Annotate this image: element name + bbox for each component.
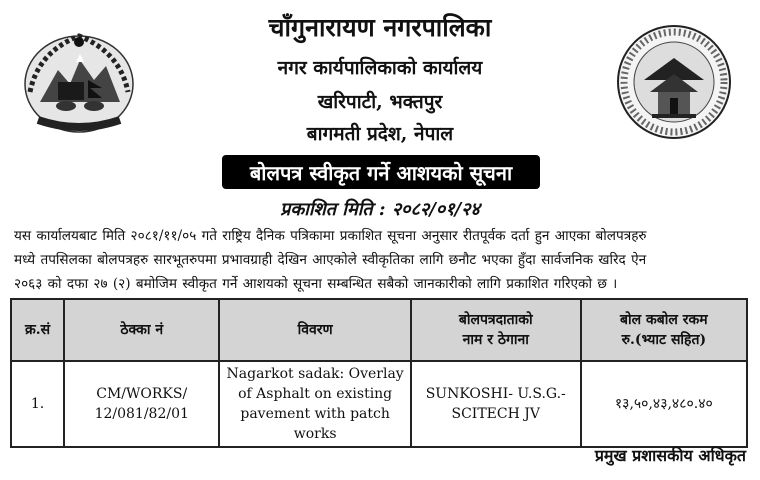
header-bidder [411,299,581,361]
municipality-name: चाँगुनारायण नगरपालिका [268,13,492,42]
cell-contract [64,361,219,447]
table-row [11,361,747,447]
description-line: Nagarkot sadak: Overlay [226,366,404,382]
notice-title: बोलपत्र स्वीकृत गर्ने आशयको सूचना [222,155,540,189]
description-line: of Asphalt on existing [238,386,393,402]
header-sn: क्र.सं [11,299,64,361]
header-amount-line: बोल कबोल रकम [620,312,708,328]
office-name: नगर कार्यपालिकाको कार्यालय [277,57,483,79]
header-contract: ठेक्का नं [64,299,219,361]
paragraph-line: २०६३ को दफा २७ (२) बमोजिम स्वीकृत गर्ने आशयको सूचना सम्बन्धित सबैको जानकारीको लागि प्रकाशित गरिएको छ । [14,276,618,292]
contract-line: 12/081/82/01 [94,406,189,422]
notice-paragraph [14,224,748,296]
cell-sn: 1. [11,361,64,447]
signatory-title: प्रमुख प्रशासकीय अधिकृत [594,446,746,465]
office-location: खरिपाटी, भक्तपुर [317,91,443,113]
paragraph-line: यस कार्यालयबाट मिति २०८१/११/०५ गते राष्ट्रिय दैनिक पत्रिकामा प्रकाशित सूचना अनुसार रीतपूर्वक दर्ता हुन आएका बोलपत्रहरु [14,228,647,244]
header-description: विवरण [219,299,410,361]
bidder-line: SUNKOSHI- U.S.G.- [425,386,566,402]
contract-line: CM/WORKS/ [96,386,188,402]
table-header-row [11,299,747,361]
cell-amount: १३,५०,४३,४८०.४० [581,361,747,447]
province-name: बागमती प्रदेश, नेपाल [306,123,454,145]
cell-bidder [411,361,581,447]
header-amount [581,299,747,361]
header-amount-line: रु.(भ्याट सहित) [621,332,707,348]
header-bidder-line: नाम र ठेगाना [462,332,529,348]
paragraph-line: मध्ये तपसिलका बोलपत्रहरु सारभूतरुपमा प्रभावग्राही देखिन आएकोले स्वीकृतिका लागि छनौट भएका हुँदा सार्वजनिक खरिद ऐन [14,252,647,268]
published-date: प्रकाशित मिति : २०८२/०१/२४ [280,199,480,220]
bid-table [10,298,748,448]
description-line: pavement with patch works [240,406,390,442]
header-bidder-line: बोलपत्रदाताको [458,312,533,328]
bidder-line: SCITECH JV [451,406,540,422]
cell-description [219,361,410,447]
